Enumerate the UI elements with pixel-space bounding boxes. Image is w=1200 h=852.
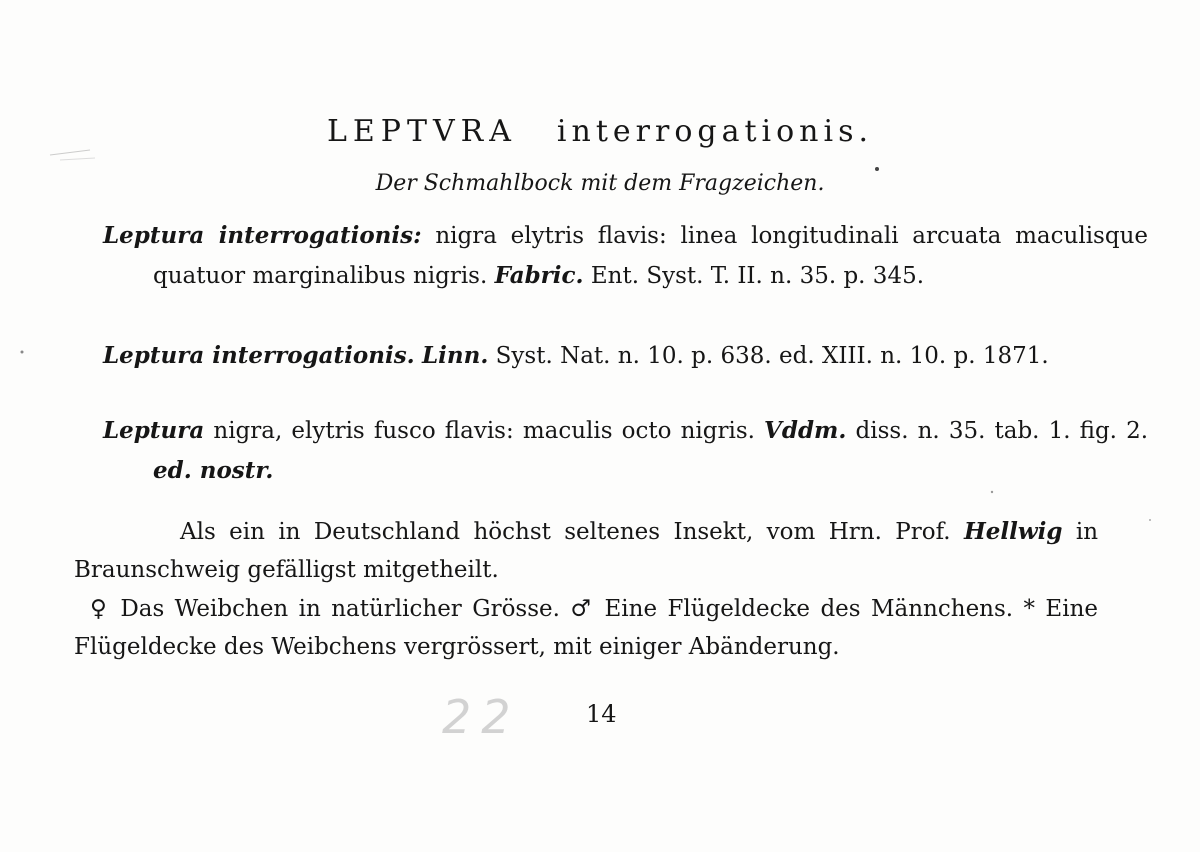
- page-subtitle: Der Schmahlbock mit dem Fragzeichen.: [375, 171, 825, 196]
- caption-female: Das Weibchen in natürlicher Grösse.: [120, 596, 560, 622]
- caption-enlarged: Eine Flügeldecke des Weibchens vergrössert, mit einiger Abänderung.: [74, 596, 1098, 660]
- pencil-annotation: 22: [442, 690, 521, 744]
- para-text: in Braunschweig gefälligst mitgetheilt.: [74, 519, 1099, 583]
- female-symbol: ♀: [90, 596, 110, 622]
- taxon-name: Leptura: [103, 417, 205, 444]
- taxon-note: ed. nostr.: [153, 457, 274, 484]
- title-species: interrogationis.: [556, 114, 874, 149]
- page-number: 14: [586, 700, 617, 728]
- asterisk-symbol: *: [1023, 596, 1036, 622]
- male-symbol: ♂: [570, 596, 595, 622]
- taxon-reference: Ent. Syst. T. II. n. 35. p. 345.: [590, 263, 925, 289]
- person-name: Hellwig: [963, 518, 1063, 545]
- taxon-description: nigra, elytris fusco flavis: maculis octo nigris.: [213, 418, 755, 444]
- taxon-author: Linn.: [421, 342, 489, 369]
- taxon-reference: Syst. Nat. n. 10. p. 638. ed. XIII. n. 10. p. 1871.: [495, 343, 1049, 369]
- para-text: Als ein in Deutschland höchst seltenes Insekt, vom Hrn. Prof.: [180, 519, 951, 545]
- taxon-author: Vddm.: [764, 417, 847, 444]
- taxon-name: Leptura interrogationis:: [103, 222, 422, 249]
- taxon-author: Fabric.: [494, 262, 584, 289]
- title-genus: LEPTVRA: [326, 114, 517, 149]
- caption-male: Eine Flügeldecke des Männchens.: [604, 596, 1014, 622]
- taxon-description: nigra elytris flavis: linea longitudinali arcuata maculisque quatuor marginalibus nigris.: [153, 223, 1148, 289]
- taxon-reference: diss. n. 35. tab. 1. fig. 2.: [855, 418, 1149, 444]
- taxon-name: Leptura interrogationis.: [103, 342, 415, 369]
